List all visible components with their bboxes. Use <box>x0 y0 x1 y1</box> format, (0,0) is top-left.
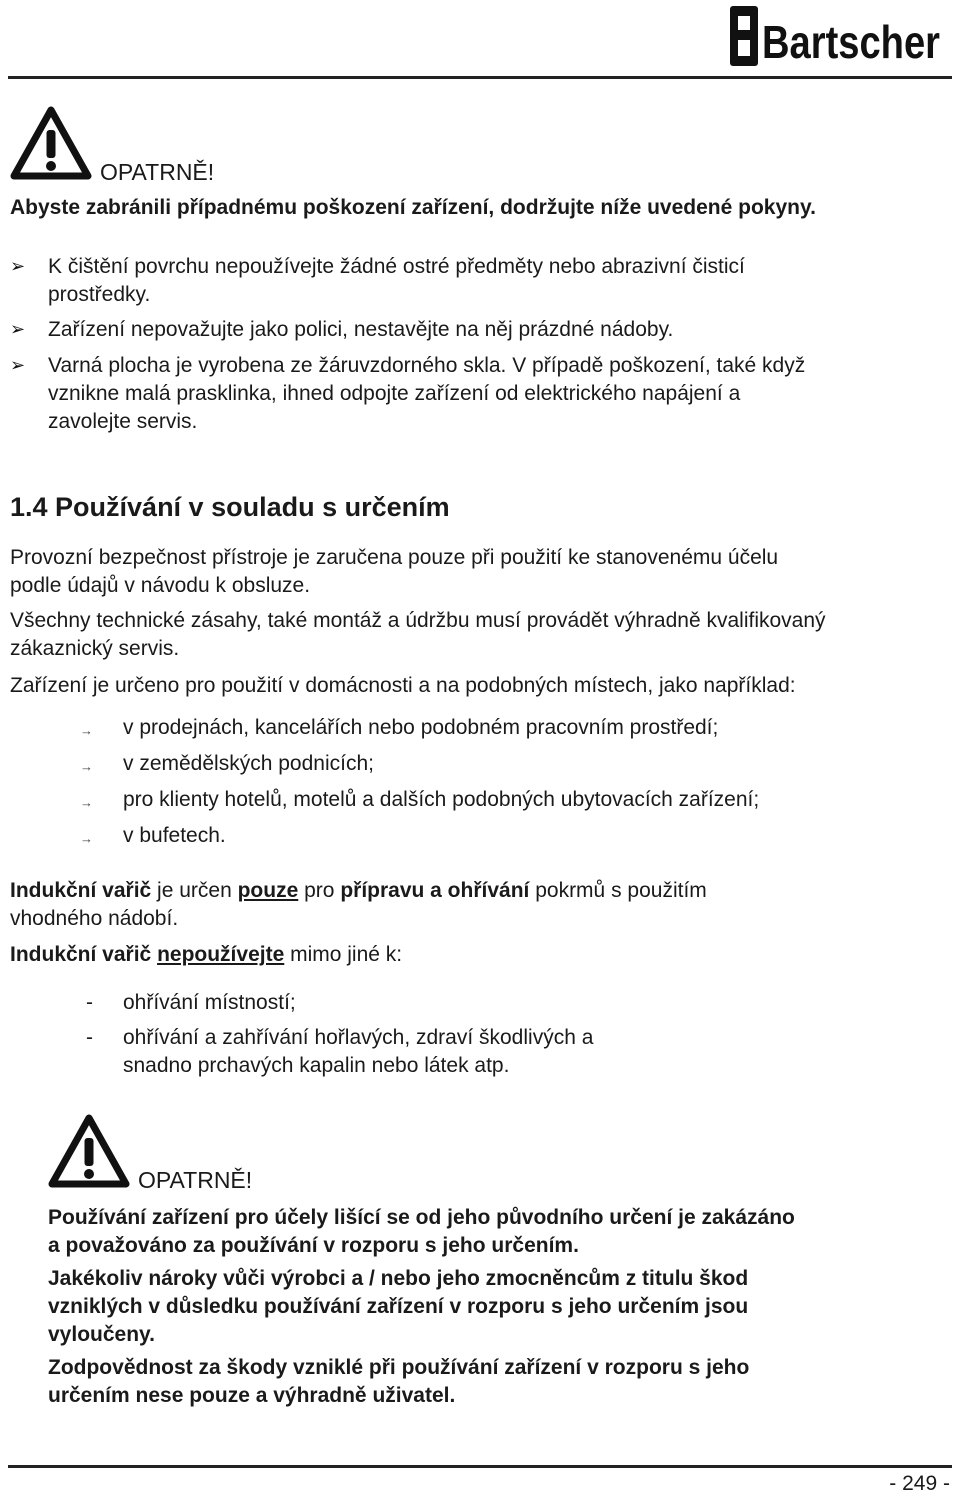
warning-bullet-1-line2: prostředky. <box>48 283 151 306</box>
induction-label: Indukční vařič <box>10 879 152 902</box>
dash-bullet: - <box>86 1026 93 1049</box>
warning2-para1-line1: Používání zařízení pro účely lišící se od jeho původního určení je zakázáno <box>48 1206 795 1229</box>
warning-bullet-2: Zařízení nepovažujte jako polici, nestavějte na něj prázdné nádoby. <box>48 318 674 341</box>
footer-divider <box>8 1465 952 1468</box>
text-fragment: je určen <box>151 879 238 902</box>
warning-triangle-icon <box>10 106 92 180</box>
small-arrow-icon: → <box>80 831 93 846</box>
page-number: - 249 - <box>889 1472 950 1495</box>
induction-label: Indukční vařič <box>10 943 152 966</box>
text-fragment: pro <box>298 879 341 902</box>
warning-title-2: OPATRNĚ! <box>138 1167 253 1193</box>
para-1-line2: podle údajů v návodu k obsluze. <box>10 574 311 597</box>
bartscher-logo <box>728 2 944 74</box>
arrowhead-bullet-icon: ➢ <box>10 355 26 375</box>
warning-bullet-3-line1: Varná plocha je vyrobena ze žáruvzdorného skla. V případě poškození, také když <box>48 354 806 377</box>
warning2-para2-line1: Jakékoliv nároky vůči výrobci a / nebo jeho zmocněncům z titulu škod <box>48 1267 749 1290</box>
text-fragment: mimo jiné k: <box>284 943 403 966</box>
emphasis-purpose: přípravu a ohřívání <box>340 879 530 902</box>
misuse-item-2-line1: ohřívání a zahřívání hořlavých, zdraví škodlivých a <box>123 1026 594 1049</box>
misuse-item-2-line2: snadno prchavých kapalin nebo látek atp. <box>123 1054 510 1077</box>
warning2-para2-line3: vyloučeny. <box>48 1323 155 1346</box>
place-item-3: pro klienty hotelů, motelů a dalších podobných ubytovacích zařízení; <box>123 788 760 811</box>
brand-text: Bartscher <box>762 16 941 68</box>
warning2-para3-line1: Zodpovědnost za škody vzniklé při používání zařízení v rozporu s jeho <box>48 1356 750 1379</box>
small-arrow-icon: → <box>80 723 93 738</box>
induction-use-line2: vhodného nádobí. <box>10 907 179 930</box>
warning2-para2-line2: vzniklých v důsledku používání zařízení v rozporu s jeho určením jsou <box>48 1295 749 1318</box>
warning-triangle-icon <box>48 1114 130 1188</box>
place-item-2: v zemědělských podnicích; <box>123 752 374 775</box>
para-2-line1: Všechny technické zásahy, také montáž a údržbu musí provádět výhradně kvalifikovaný <box>10 609 826 632</box>
misuse-item-1: ohřívání místností; <box>123 991 296 1014</box>
para-2-line2: zákaznický servis. <box>10 637 180 660</box>
arrowhead-bullet-icon: ➢ <box>10 256 26 276</box>
warning-bullet-3-line3: zavolejte servis. <box>48 410 198 433</box>
induction-use-line1 <box>10 877 707 905</box>
para-3: Zařízení je určeno pro použití v domácnosti a na podobných místech, jako například: <box>10 674 796 697</box>
dash-bullet: - <box>86 991 93 1014</box>
warning-intro: Abyste zabránili případnému poškození zařízení, dodržujte níže uvedené pokyny. <box>10 196 816 219</box>
induction-misuse-line <box>10 941 402 969</box>
warning2-para1-line2: a považováno za používání v rozporu s jeho určením. <box>48 1234 579 1257</box>
text-fragment: pokrmů s použitím <box>529 879 707 902</box>
warning-bullet-3-line2: vznikne malá prasklinka, ihned odpojte zařízení od elektrického napájení a <box>48 382 741 405</box>
emphasis-only: pouze <box>237 879 299 902</box>
warning2-para3-line2: určením nese pouze a výhradně uživatel. <box>48 1384 456 1407</box>
header-divider <box>8 76 952 79</box>
warning-title: OPATRNĚ! <box>100 159 215 185</box>
arrowhead-bullet-icon: ➢ <box>10 319 26 339</box>
emphasis-do-not-use: nepoužívejte <box>157 943 285 966</box>
section-heading: 1.4 Používání v souladu s určením <box>10 492 450 522</box>
small-arrow-icon: → <box>80 795 93 810</box>
small-arrow-icon: → <box>80 759 93 774</box>
place-item-4: v bufetech. <box>123 824 226 847</box>
place-item-1: v prodejnách, kancelářích nebo podobném pracovním prostředí; <box>123 716 719 739</box>
warning-bullet-1-line1: K čištění povrchu nepoužívejte žádné ostré předměty nebo abrazivní čisticí <box>48 255 745 278</box>
para-1-line1: Provozní bezpečnost přístroje je zaručena pouze při použití ke stanovenému účelu <box>10 546 779 569</box>
